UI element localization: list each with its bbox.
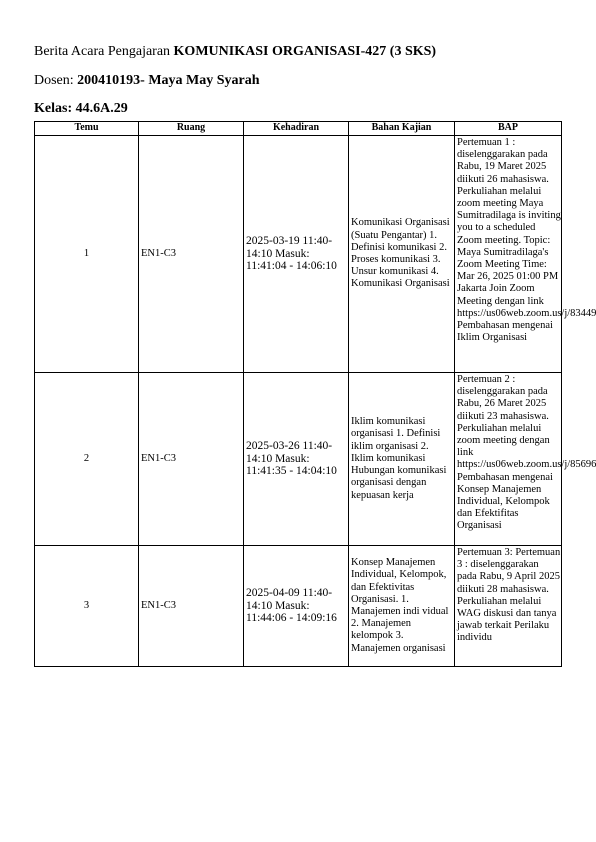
table-row [35, 546, 562, 667]
course-title-line [34, 44, 436, 60]
lecturer-line [34, 73, 260, 89]
cell-temu: 1 [35, 136, 139, 373]
title-prefix: Berita Acara Pengajaran [34, 44, 171, 59]
table-header-row [35, 122, 562, 136]
bap-text: Pertemuan 3: Pertemuan 3 : diselenggarakan pada Rabu, 9 April 2025 diikuti 28 mahasiswa. Perkuliahan melalui WAG diskusi dan tanya jawab terkait Perilaku individu [457, 547, 561, 644]
col-header-kehadiran: Kehadiran [244, 122, 349, 136]
col-header-bap: BAP [455, 122, 562, 136]
cell-ruang: EN1-C3 [139, 546, 244, 667]
bap-zoom-link[interactable]: https://us06web.zoom.us/j/83449 [457, 307, 596, 319]
cell-temu: 3 [35, 546, 139, 667]
col-header-ruang: Ruang [139, 122, 244, 136]
bap-text: Pertemuan 1 : diselenggarakan pada Rabu, 19 Maret 2025 diikuti 26 mahasiswa. Perkuliahan melalui zoom meeting Maya Sumitradilaga is inviting you to a scheduled Zoom meeting. Topic: Maya Sumitradilaga's Zoom Meeting Time: Mar 26, 2025 01:00 PM Jakarta Join Zoom Meeting dengan link [457, 137, 561, 307]
class-label: Kelas: 44.6A.29 [34, 101, 128, 116]
class-line [34, 101, 128, 117]
bap-topic: Pembahasan mengenai Iklim Organisasi [457, 320, 553, 344]
cell-ruang: EN1-C3 [139, 136, 244, 373]
cell-ruang: EN1-C3 [139, 373, 244, 546]
lecturer-prefix: Dosen: [34, 73, 74, 88]
bap-text: Pertemuan 2 : diselenggarakan pada Rabu, 26 Maret 2025 diikuti 23 mahasiswa. Perkuliahan melalui zoom meeting dengan link [457, 374, 550, 459]
table-row [35, 373, 562, 546]
cell-bap [455, 373, 596, 546]
col-header-temu: Temu [35, 122, 139, 136]
lecturer-name: 200410193- Maya May Syarah [77, 73, 260, 88]
cell-kehadiran: 2025-03-19 11:40-14:10 Masuk: 11:41:04 - 14:06:10 [244, 136, 349, 373]
bap-topic: Pembahasan mengenai Konsep Manajemen Individual, Kelompok dan Efektifitas Organisasi [457, 471, 553, 532]
cell-kehadiran: 2025-04-09 11:40-14:10 Masuk: 11:44:06 - 14:09:16 [244, 546, 349, 667]
cell-kehadiran: 2025-03-26 11:40-14:10 Masuk: 11:41:35 - 14:04:10 [244, 373, 349, 546]
cell-temu: 2 [35, 373, 139, 546]
cell-bahan-kajian: Iklim komunikasi organisasi 1. Definisi iklim organisasi 2. Iklim komunikasi Hubungan komunikasi organisasi dengan kepuasan kerja [349, 373, 455, 546]
bap-zoom-link[interactable]: https://us06web.zoom.us/j/85696 [457, 459, 596, 471]
course-name: KOMUNIKASI ORGANISASI-427 (3 SKS) [173, 44, 437, 59]
cell-bahan-kajian: Komunikasi Organisasi (Suatu Pengantar) 1. Definisi komunikasi 2. Proses komunikasi 3. Unsur komunikasi 4. Komunikasi Organisasi [349, 136, 455, 373]
col-header-bahan-kajian: Bahan Kajian [349, 122, 455, 136]
teaching-report-table [34, 121, 596, 667]
cell-bahan-kajian: Konsep Manajemen Individual, Kelompok, dan Efektivitas Organisasi. 1. Manajemen indi vidual 2. Manajemen kelompok 3. Manajemen organisasi [349, 546, 455, 667]
cell-bap [455, 136, 596, 373]
cell-bap [455, 546, 562, 667]
table-row [35, 136, 562, 373]
